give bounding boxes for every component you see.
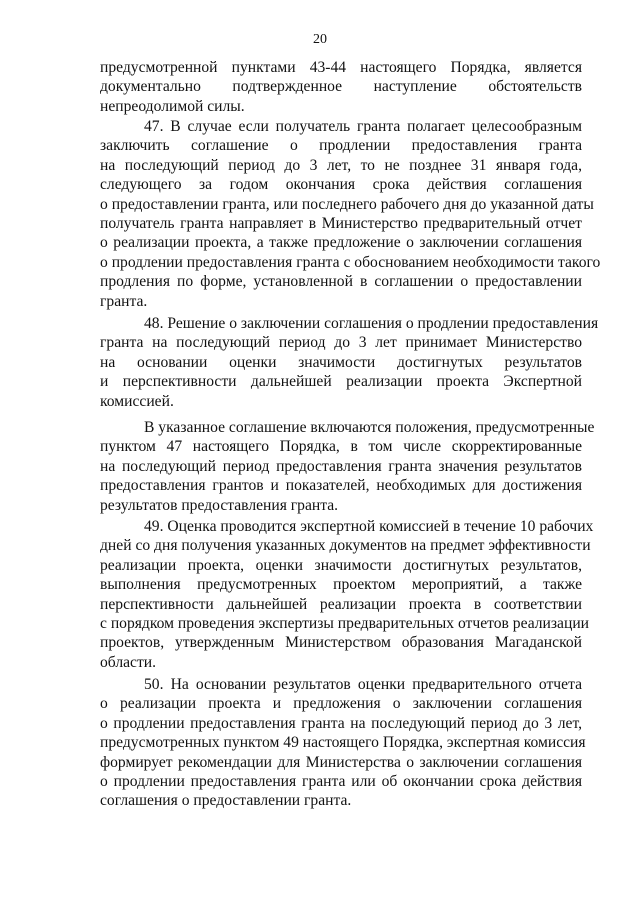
- text-line: продления по форме, установленной в соглашении о предоставлении: [100, 273, 582, 291]
- text-line: предоставления грантов и показателей, необходимых для достижения: [100, 477, 582, 495]
- text-line: предусмотренной пунктами 43-44 настоящего Порядка, является: [100, 59, 582, 76]
- text-line: на последующий период предоставления гранта значения результатов: [100, 457, 582, 475]
- text-line: документально подтвержденное наступление обстоятельств: [100, 78, 582, 96]
- text-line: результатов предоставления гранта.: [100, 496, 339, 514]
- paragraph-p48b: [100, 418, 595, 515]
- text-line: следующего за годом окончания срока действия соглашения: [100, 176, 582, 194]
- text-line: формирует рекомендации для Министерства о заключении соглашения: [100, 753, 582, 771]
- text-line: перспективности дальнейшей реализации проекта в соответствии: [100, 595, 582, 613]
- text-line: гранта на последующий период до 3 лет принимает Министерство: [100, 334, 582, 352]
- text-line: проектов, утвержденным Министерством образования Магаданской: [100, 634, 582, 652]
- text-line: о предоставлении гранта, или последнего рабочего дня до указанной даты: [100, 195, 594, 213]
- text-line: непреодолимой силы.: [100, 97, 245, 115]
- text-line: получатель гранта направляет в Министерство предварительный отчет: [100, 214, 582, 232]
- paragraph-p50: [100, 675, 586, 811]
- text-line: 50. На основании результатов оценки предварительного отчета: [144, 676, 582, 693]
- paragraph-p48: [100, 314, 599, 411]
- text-line: пунктом 47 настоящего Порядка, в том числе скорректированные: [100, 438, 582, 456]
- text-line: заключить соглашение о продлении предоставления гранта: [100, 137, 582, 155]
- paragraph-p47: [100, 117, 601, 311]
- text-line: на основании оценки значимости достигнутых результатов: [100, 353, 582, 371]
- page-number: 20: [313, 32, 327, 47]
- paragraph-p49: [100, 517, 594, 672]
- paragraph-cont: [100, 58, 582, 116]
- text-line: реализации проекта, оценки значимости достигнутых результатов,: [100, 556, 582, 574]
- text-line: о продлении предоставления гранта с обоснованием необходимости такого: [100, 253, 601, 271]
- text-line: с порядком проведения экспертизы предварительных отчетов реализации: [100, 614, 590, 632]
- text-line: В указанное соглашение включаются положения, предусмотренные: [144, 419, 595, 436]
- text-line: о продлении предоставления гранта или об окончании срока действия: [100, 772, 582, 790]
- text-line: гранта.: [100, 292, 148, 310]
- text-line: комиссией.: [100, 392, 174, 410]
- text-line: о реализации проекта и предложения о заключении соглашения: [100, 695, 582, 713]
- text-line: выполнения предусмотренных проектом мероприятий, а также: [100, 576, 582, 594]
- text-line: и перспективности дальнейшей реализации проекта Экспертной: [100, 373, 582, 391]
- text-line: предусмотренных пунктом 49 настоящего Порядка, экспертная комиссия: [100, 734, 586, 752]
- text-line: дней со дня получения указанных документов на предмет эффективности: [100, 537, 591, 555]
- text-line: о реализации проекта, а также предложение о заключении соглашения: [100, 234, 582, 252]
- text-line: на последующий период до 3 лет, то не позднее 31 января года,: [100, 156, 582, 174]
- text-line: 47. В случае если получатель гранта полагает целесообразным: [144, 118, 582, 135]
- text-line: области.: [100, 653, 157, 671]
- text-line: 49. Оценка проводится экспертной комиссией в течение 10 рабочих: [144, 518, 594, 535]
- text-line: 48. Решение о заключении соглашения о продлении предоставления: [144, 315, 599, 332]
- text-line: соглашения о предоставлении гранта.: [100, 792, 352, 810]
- text-line: о продлении предоставления гранта на последующий период до 3 лет,: [100, 714, 582, 732]
